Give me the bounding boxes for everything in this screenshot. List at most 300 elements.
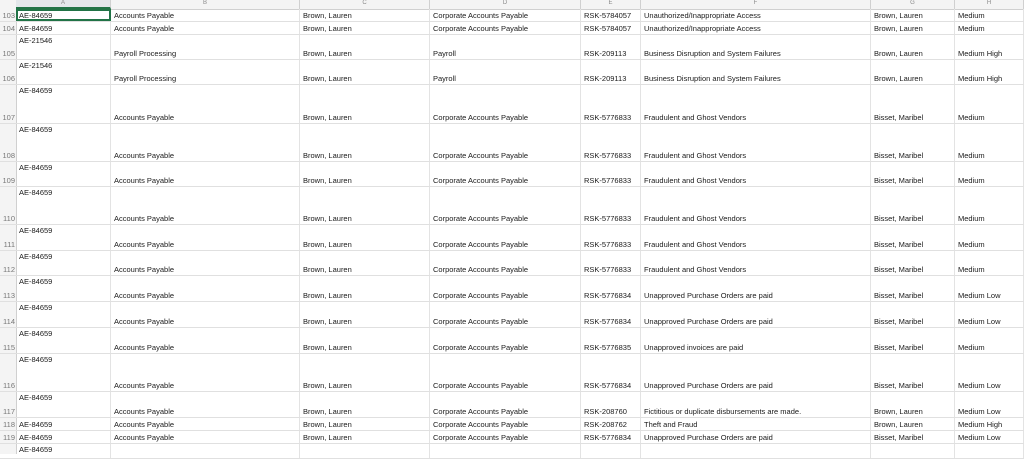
cell-g[interactable] [871, 251, 955, 275]
cell-e[interactable] [581, 302, 641, 327]
cell-a[interactable] [16, 444, 111, 458]
cell-text: Accounts Payable [114, 11, 175, 20]
cell-c[interactable] [300, 276, 430, 301]
cell-text: Bisset, Maribel [874, 343, 924, 352]
cell-text: Brown, Lauren [874, 49, 923, 58]
cell-b[interactable] [111, 302, 300, 327]
cell-text: AE-84659 [19, 393, 53, 402]
cell-text: Accounts Payable [114, 433, 175, 442]
cell-d[interactable] [430, 302, 581, 327]
cell-text: Corporate Accounts Payable [433, 265, 529, 274]
cell-text: RSK-5776834 [584, 381, 632, 390]
cell-h[interactable] [955, 276, 1024, 301]
cell-b[interactable] [111, 444, 300, 458]
cell-text: Medium Low [958, 291, 1001, 300]
cell-text: AE-84659 [19, 125, 53, 134]
cell-f[interactable] [641, 302, 871, 327]
column-header-c[interactable]: C [300, 0, 430, 9]
row-number[interactable]: 118 [3, 420, 15, 429]
cell-text: Brown, Lauren [303, 240, 352, 249]
cell-b[interactable] [111, 431, 300, 443]
cell-e[interactable] [581, 60, 641, 84]
cell-d[interactable] [430, 187, 581, 224]
cell-text: Medium [958, 240, 985, 249]
cell-text: Fraudulent and Ghost Vendors [644, 240, 747, 249]
cell-text: Brown, Lauren [874, 407, 923, 416]
cell-text: Accounts Payable [114, 240, 175, 249]
cell-d[interactable] [430, 124, 581, 161]
cell-e[interactable] [581, 444, 641, 458]
cell-a[interactable] [16, 392, 111, 417]
cell-f[interactable] [641, 124, 871, 161]
column-header-d[interactable]: D [430, 0, 581, 9]
cell-f[interactable] [641, 187, 871, 224]
table-row [0, 162, 1024, 187]
cell-text: Corporate Accounts Payable [433, 214, 529, 223]
cell-f[interactable] [641, 225, 871, 250]
spreadsheet-grid [0, 9, 1024, 454]
cell-a[interactable] [16, 9, 111, 21]
cell-c[interactable] [300, 418, 430, 430]
cell-text: Payroll [433, 49, 456, 58]
cell-text: Accounts Payable [114, 151, 175, 160]
table-row [0, 328, 1024, 354]
cell-text: Corporate Accounts Payable [433, 433, 529, 442]
table-row [0, 251, 1024, 276]
cell-e[interactable] [581, 35, 641, 59]
cell-c[interactable] [300, 328, 430, 353]
cell-text: Bisset, Maribel [874, 113, 924, 122]
cell-e[interactable] [581, 22, 641, 34]
cell-d[interactable] [430, 444, 581, 458]
cell-text: Corporate Accounts Payable [433, 291, 529, 300]
cell-a[interactable] [16, 418, 111, 430]
cell-c[interactable] [300, 354, 430, 391]
cell-text: Medium [958, 265, 985, 274]
cell-text: Accounts Payable [114, 420, 175, 429]
cell-text: Unapproved Purchase Orders are paid [644, 433, 773, 442]
cell-b[interactable] [111, 22, 300, 34]
cell-f[interactable] [641, 251, 871, 275]
cell-g[interactable] [871, 392, 955, 417]
cell-d[interactable] [430, 162, 581, 186]
table-row [0, 124, 1024, 162]
cell-d[interactable] [430, 328, 581, 353]
cell-text: Medium [958, 214, 985, 223]
cell-text: Accounts Payable [114, 24, 175, 33]
cell-text: Fraudulent and Ghost Vendors [644, 176, 747, 185]
cell-a[interactable] [16, 225, 111, 250]
cell-h[interactable] [955, 162, 1024, 186]
cell-text: Medium [958, 113, 985, 122]
cell-text: Bisset, Maribel [874, 291, 924, 300]
cell-text: Unapproved invoices are paid [644, 343, 744, 352]
cell-c[interactable] [300, 9, 430, 21]
cell-c[interactable] [300, 162, 430, 186]
cell-text: RSK-209113 [584, 74, 627, 83]
cell-text: AE-84659 [19, 188, 53, 197]
cell-a[interactable] [16, 276, 111, 301]
row-number[interactable]: 115 [3, 343, 15, 352]
cell-text: Medium [958, 24, 985, 33]
table-row [0, 35, 1024, 60]
row-number[interactable]: 105 [2, 49, 15, 58]
cell-text: Brown, Lauren [874, 420, 923, 429]
cell-text: Brown, Lauren [303, 214, 352, 223]
cell-d[interactable] [430, 85, 581, 123]
cell-g[interactable] [871, 85, 955, 123]
cell-text: Brown, Lauren [303, 420, 352, 429]
cell-g[interactable] [871, 418, 955, 430]
cell-text: RSK-5776833 [584, 113, 632, 122]
cell-g[interactable] [871, 444, 955, 458]
cell-g[interactable] [871, 354, 955, 391]
cell-text: Corporate Accounts Payable [433, 407, 529, 416]
cell-c[interactable] [300, 392, 430, 417]
cell-f[interactable] [641, 60, 871, 84]
cell-text: AE-84659 [19, 86, 53, 95]
cell-text: Brown, Lauren [303, 433, 352, 442]
cell-d[interactable] [430, 22, 581, 34]
cell-text: Brown, Lauren [874, 11, 923, 20]
cell-d[interactable] [430, 431, 581, 443]
cell-e[interactable] [581, 392, 641, 417]
cell-h[interactable] [955, 328, 1024, 353]
cell-h[interactable] [955, 85, 1024, 123]
cell-text: Corporate Accounts Payable [433, 343, 529, 352]
cell-text: Unauthorized/Inappropriate Access [644, 24, 761, 33]
cell-a[interactable] [16, 85, 111, 123]
cell-h[interactable] [955, 22, 1024, 34]
cell-h[interactable] [955, 35, 1024, 59]
cell-text: Bisset, Maribel [874, 433, 924, 442]
cell-text: Corporate Accounts Payable [433, 176, 529, 185]
column-header-b[interactable]: B [111, 0, 300, 9]
table-row [0, 85, 1024, 124]
table-row [0, 225, 1024, 251]
row-number[interactable]: 109 [2, 176, 15, 185]
cell-g[interactable] [871, 162, 955, 186]
cell-text: Corporate Accounts Payable [433, 420, 529, 429]
cell-g[interactable] [871, 9, 955, 21]
cell-text: AE-84659 [19, 355, 53, 364]
cell-text: AE-84659 [19, 433, 53, 442]
cell-f[interactable] [641, 22, 871, 34]
column-header-h[interactable]: H [955, 0, 1024, 9]
cell-d[interactable] [430, 418, 581, 430]
cell-h[interactable] [955, 60, 1024, 84]
cell-text: Brown, Lauren [303, 381, 352, 390]
cell-text: Corporate Accounts Payable [433, 11, 529, 20]
cell-b[interactable] [111, 225, 300, 250]
table-row [0, 431, 1024, 444]
cell-b[interactable] [111, 276, 300, 301]
cell-text: Accounts Payable [114, 265, 175, 274]
cell-text: AE-84659 [19, 420, 53, 429]
cell-text: Corporate Accounts Payable [433, 381, 529, 390]
cell-text: Medium [958, 151, 985, 160]
column-header-e[interactable]: E [581, 0, 641, 9]
column-header-a[interactable]: A [16, 0, 111, 9]
cell-g[interactable] [871, 22, 955, 34]
row-number[interactable]: 116 [3, 381, 15, 390]
cell-f[interactable] [641, 328, 871, 353]
cell-text: Unapproved Purchase Orders are paid [644, 291, 773, 300]
cell-text: Accounts Payable [114, 214, 175, 223]
cell-text: Medium [958, 11, 985, 20]
cell-d[interactable] [430, 9, 581, 21]
cell-d[interactable] [430, 276, 581, 301]
cell-text: Business Disruption and System Failures [644, 74, 781, 83]
cell-a[interactable] [16, 60, 111, 84]
cell-text: Fraudulent and Ghost Vendors [644, 265, 747, 274]
cell-text: Accounts Payable [114, 381, 175, 390]
cell-h[interactable] [955, 124, 1024, 161]
cell-g[interactable] [871, 187, 955, 224]
cell-text: Bisset, Maribel [874, 317, 924, 326]
cell-d[interactable] [430, 225, 581, 250]
cell-h[interactable] [955, 225, 1024, 250]
cell-c[interactable] [300, 35, 430, 59]
cell-a[interactable] [16, 124, 111, 161]
cell-text: Corporate Accounts Payable [433, 317, 529, 326]
cell-text: RSK-5776834 [584, 291, 632, 300]
cell-c[interactable] [300, 444, 430, 458]
cell-h[interactable] [955, 302, 1024, 327]
cell-b[interactable] [111, 85, 300, 123]
cell-b[interactable] [111, 162, 300, 186]
cell-g[interactable] [871, 225, 955, 250]
cell-text: Accounts Payable [114, 317, 175, 326]
row-number[interactable]: 110 [3, 214, 15, 223]
cell-g[interactable] [871, 124, 955, 161]
cell-g[interactable] [871, 35, 955, 59]
table-row [0, 302, 1024, 328]
cell-text: Brown, Lauren [303, 151, 352, 160]
cell-a[interactable] [16, 302, 111, 327]
cell-h[interactable] [955, 9, 1024, 21]
cell-e[interactable] [581, 225, 641, 250]
cell-a[interactable] [16, 431, 111, 443]
cell-b[interactable] [111, 418, 300, 430]
cell-b[interactable] [111, 392, 300, 417]
cell-c[interactable] [300, 85, 430, 123]
cell-c[interactable] [300, 302, 430, 327]
table-row [0, 354, 1024, 392]
cell-d[interactable] [430, 60, 581, 84]
cell-e[interactable] [581, 9, 641, 21]
cell-h[interactable] [955, 431, 1024, 443]
cell-text: Bisset, Maribel [874, 240, 924, 249]
cell-g[interactable] [871, 302, 955, 327]
row-number[interactable]: 117 [3, 407, 15, 416]
cell-e[interactable] [581, 354, 641, 391]
cell-e[interactable] [581, 162, 641, 186]
cell-c[interactable] [300, 225, 430, 250]
cell-h[interactable] [955, 418, 1024, 430]
column-header-g[interactable]: G [871, 0, 955, 9]
cell-text: AE-84659 [19, 24, 53, 33]
cell-b[interactable] [111, 35, 300, 59]
cell-f[interactable] [641, 431, 871, 443]
cell-c[interactable] [300, 431, 430, 443]
table-row [0, 418, 1024, 431]
cell-text: Unauthorized/Inappropriate Access [644, 11, 761, 20]
cell-f[interactable] [641, 418, 871, 430]
cell-text: Accounts Payable [114, 291, 175, 300]
cell-text: AE-84659 [19, 252, 53, 261]
cell-a[interactable] [16, 251, 111, 275]
cell-text: Corporate Accounts Payable [433, 24, 529, 33]
cell-text: Medium High [958, 420, 1003, 429]
cell-a[interactable] [16, 35, 111, 59]
cell-a[interactable] [16, 354, 111, 391]
cell-text: Fraudulent and Ghost Vendors [644, 214, 747, 223]
cell-h[interactable] [955, 187, 1024, 224]
cell-e[interactable] [581, 251, 641, 275]
cell-text: Business Disruption and System Failures [644, 49, 781, 58]
row-number[interactable]: 112 [3, 265, 15, 274]
row-number[interactable]: 119 [3, 433, 15, 442]
cell-text: Accounts Payable [114, 113, 175, 122]
cell-h[interactable] [955, 444, 1024, 458]
column-header-f[interactable]: F [641, 0, 871, 9]
cell-d[interactable] [430, 354, 581, 391]
cell-text: RSK-5784057 [584, 24, 632, 33]
row-number[interactable]: 104 [2, 24, 15, 33]
cell-f[interactable] [641, 354, 871, 391]
cell-c[interactable] [300, 251, 430, 275]
cell-text: Brown, Lauren [874, 24, 923, 33]
cell-text: RSK-5776833 [584, 176, 632, 185]
cell-a[interactable] [16, 22, 111, 34]
cell-g[interactable] [871, 431, 955, 443]
cell-text: Medium High [958, 49, 1003, 58]
cell-c[interactable] [300, 60, 430, 84]
cell-text: AE-84659 [19, 445, 53, 454]
cell-text: Bisset, Maribel [874, 214, 924, 223]
cell-text: Bisset, Maribel [874, 265, 924, 274]
cell-text: Medium High [958, 74, 1003, 83]
cell-text: Brown, Lauren [874, 74, 923, 83]
cell-d[interactable] [430, 35, 581, 59]
cell-text: Medium [958, 176, 985, 185]
cell-text: RSK-5776833 [584, 151, 632, 160]
row-number[interactable]: 107 [2, 113, 15, 122]
table-row [0, 9, 1024, 22]
row-number[interactable]: 103 [2, 11, 15, 20]
cell-b[interactable] [111, 328, 300, 353]
cell-text: Payroll [433, 74, 456, 83]
cell-text: AE-84659 [19, 163, 53, 172]
cell-a[interactable] [16, 187, 111, 224]
cell-text: Brown, Lauren [303, 407, 352, 416]
row-number[interactable]: 111 [3, 240, 15, 249]
table-row [0, 444, 1024, 459]
cell-h[interactable] [955, 354, 1024, 391]
table-row [0, 60, 1024, 85]
cell-text: Brown, Lauren [303, 176, 352, 185]
cell-e[interactable] [581, 431, 641, 443]
table-row [0, 392, 1024, 418]
cell-c[interactable] [300, 124, 430, 161]
cell-text: RSK-208760 [584, 407, 627, 416]
cell-text: Bisset, Maribel [874, 176, 924, 185]
cell-text: Medium Low [958, 433, 1001, 442]
cell-d[interactable] [430, 392, 581, 417]
cell-g[interactable] [871, 60, 955, 84]
cell-text: RSK-5776834 [584, 433, 632, 442]
cell-e[interactable] [581, 328, 641, 353]
cell-text: Brown, Lauren [303, 317, 352, 326]
cell-e[interactable] [581, 187, 641, 224]
row-number[interactable]: 106 [2, 74, 15, 83]
cell-f[interactable] [641, 85, 871, 123]
cell-f[interactable] [641, 35, 871, 59]
cell-d[interactable] [430, 251, 581, 275]
row-number[interactable]: 108 [2, 151, 15, 160]
cell-f[interactable] [641, 162, 871, 186]
table-row [0, 187, 1024, 225]
cell-text: AE-84659 [19, 277, 53, 286]
cell-b[interactable] [111, 354, 300, 391]
cell-text: Brown, Lauren [303, 265, 352, 274]
cell-text: AE-21546 [19, 36, 53, 45]
cell-text: RSK-209113 [584, 49, 627, 58]
cell-g[interactable] [871, 328, 955, 353]
cell-f[interactable] [641, 276, 871, 301]
cell-b[interactable] [111, 124, 300, 161]
cell-c[interactable] [300, 22, 430, 34]
cell-text: Fraudulent and Ghost Vendors [644, 151, 747, 160]
cell-text: Brown, Lauren [303, 113, 352, 122]
row-number[interactable]: 114 [3, 317, 15, 326]
cell-text: Medium Low [958, 407, 1001, 416]
cell-text: Corporate Accounts Payable [433, 240, 529, 249]
cell-b[interactable] [111, 251, 300, 275]
cell-text: Payroll Processing [114, 74, 177, 83]
cell-a[interactable] [16, 328, 111, 353]
cell-text: RSK-208762 [584, 420, 627, 429]
cell-h[interactable] [955, 392, 1024, 417]
cell-e[interactable] [581, 276, 641, 301]
cell-a[interactable] [16, 162, 111, 186]
cell-g[interactable] [871, 276, 955, 301]
cell-b[interactable] [111, 187, 300, 224]
cell-text: Payroll Processing [114, 49, 177, 58]
cell-text: RSK-5776833 [584, 265, 632, 274]
cell-text: Brown, Lauren [303, 11, 352, 20]
cell-c[interactable] [300, 187, 430, 224]
table-row [0, 276, 1024, 302]
cell-e[interactable] [581, 85, 641, 123]
row-number[interactable]: 113 [3, 291, 15, 300]
cell-text: RSK-5784057 [584, 11, 632, 20]
cell-e[interactable] [581, 124, 641, 161]
cell-text: Accounts Payable [114, 407, 175, 416]
cell-text: RSK-5776833 [584, 214, 632, 223]
cell-e[interactable] [581, 418, 641, 430]
cell-f[interactable] [641, 9, 871, 21]
cell-b[interactable] [111, 60, 300, 84]
cell-text: AE-84659 [19, 226, 53, 235]
cell-h[interactable] [955, 251, 1024, 275]
cell-text: Accounts Payable [114, 343, 175, 352]
cell-f[interactable] [641, 392, 871, 417]
cell-text: Brown, Lauren [303, 291, 352, 300]
cell-b[interactable] [111, 9, 300, 21]
cell-f[interactable] [641, 444, 871, 458]
